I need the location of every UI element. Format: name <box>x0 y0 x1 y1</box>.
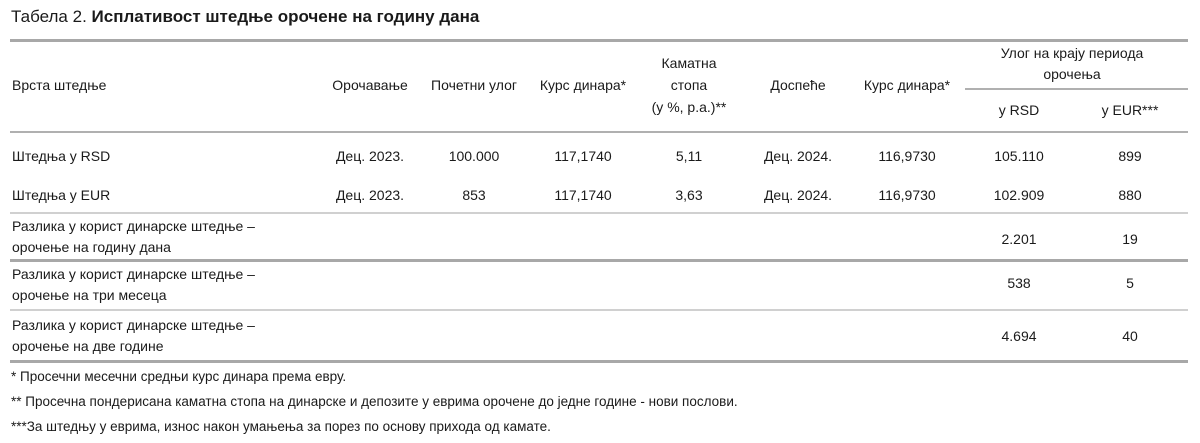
row1-interest: 5,11 <box>675 148 703 164</box>
header-rsd: у RSD <box>998 102 1040 118</box>
header-rate2: Курс динара* <box>863 77 951 93</box>
top-rule <box>10 39 1188 42</box>
diff3-label-line1: Разлика у корист динарске штедње – <box>12 317 255 333</box>
diff2-label-line1: Разлика у корист динарске штедње – <box>12 266 255 282</box>
header-rate1: Курс динара* <box>539 77 627 93</box>
diff2-eur: 5 <box>1126 275 1134 291</box>
footnote-3: ***За штедњу у еврима, износ након умањења за порез по основу прихода од камате. <box>11 419 551 434</box>
row1-type: Штедња у RSD <box>12 148 111 164</box>
row2-rate1: 117,1740 <box>554 187 612 203</box>
header-interest-line1: Каматна <box>661 55 717 71</box>
table-title <box>11 7 479 27</box>
row2-rsd: 102.909 <box>993 187 1045 203</box>
row1-rate1: 117,1740 <box>554 148 612 164</box>
row1-rate2: 116,9730 <box>878 148 936 164</box>
header-bottom-rule <box>10 131 1188 133</box>
title-bold: Исплативост штедње орочене на годину дана <box>91 7 480 26</box>
title-prefix: Табела 2. <box>11 7 92 26</box>
diff3-rsd: 4.694 <box>1001 328 1037 344</box>
row1-term: Дец. 2023. <box>335 148 405 164</box>
header-initial: Почетни улог <box>431 77 517 93</box>
row2-type: Штедња у EUR <box>12 187 111 203</box>
footnote-1: * Просечни месечни средњи курс динара према евру. <box>11 369 347 384</box>
row2-maturity: Дец. 2024. <box>763 187 833 203</box>
header-eur: у EUR*** <box>1101 102 1159 118</box>
table-bottom-rule <box>10 360 1188 363</box>
row2-term: Дец. 2023. <box>335 187 405 203</box>
diff1-rsd: 2.201 <box>1001 231 1037 247</box>
row2-rate2: 116,9730 <box>878 187 936 203</box>
row1-eur: 899 <box>1118 148 1142 164</box>
row-separator-3 <box>10 309 1188 311</box>
diff1-label-line2: орочење на годину дана <box>12 239 171 255</box>
row1-initial: 100.000 <box>448 148 500 164</box>
row1-maturity: Дец. 2024. <box>763 148 833 164</box>
group-underline <box>965 88 1188 90</box>
row1-rsd: 105.110 <box>994 148 1044 164</box>
row-separator-2 <box>10 259 1188 262</box>
diff1-eur: 19 <box>1122 231 1138 247</box>
header-term: Орочавање <box>332 77 408 93</box>
row2-initial: 853 <box>462 187 486 203</box>
header-maturity: Доспеће <box>770 77 826 93</box>
diff2-label-line2: орочење на три месеца <box>12 287 167 303</box>
header-deposit-group-line1: Улог на крају периода <box>1000 45 1144 61</box>
diff3-eur: 40 <box>1122 328 1138 344</box>
diff1-label-line1: Разлика у корист динарске штедње – <box>12 218 255 234</box>
diff3-label-line2: орочење на две године <box>12 338 164 354</box>
diff2-rsd: 538 <box>1007 275 1031 291</box>
row2-interest: 3,63 <box>675 187 703 203</box>
header-interest-line2: стопа <box>670 77 708 93</box>
footnote-2: ** Просечна пондерисана каматна стопа на динарске и депозите у еврима орочене до једне године - нови послови. <box>11 394 738 409</box>
row2-eur: 880 <box>1118 187 1142 203</box>
row-separator-1 <box>10 212 1188 214</box>
header-interest-line3: (у %, р.а.)** <box>651 99 727 115</box>
header-deposit-group-line2: орочења <box>1043 66 1101 82</box>
header-type: Врста штедње <box>12 77 107 93</box>
